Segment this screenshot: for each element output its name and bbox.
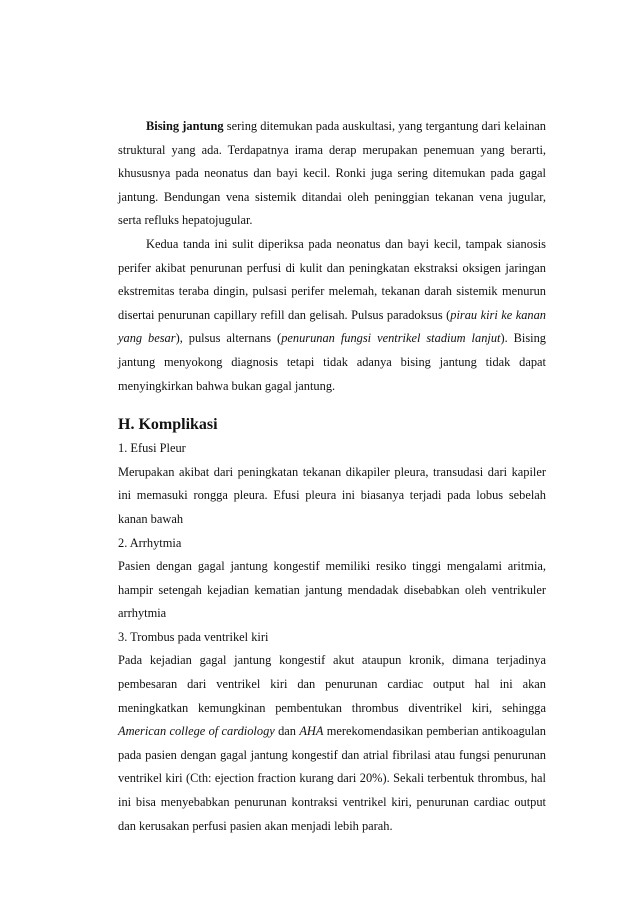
paragraph-text: dan: [274, 724, 300, 739]
italic-term: penurunan fungsi ventrikel stadium lanjut: [281, 331, 501, 346]
paragraph-kedua-tanda: [118, 233, 546, 398]
subheading-efusi-pleur: 1. Efusi Pleur: [118, 441, 186, 456]
subheading-arrhytmia: 2. Arrhytmia: [118, 535, 182, 550]
bold-term-bising-jantung: Bising jantung: [146, 119, 224, 133]
paragraph-trombus: [118, 649, 546, 838]
paragraph-bising-jantung: [118, 115, 546, 233]
subheading-trombus: 3. Trombus pada ventrikel kiri: [118, 629, 269, 644]
italic-term: pirau kiri ke kanan yang besar: [118, 307, 547, 346]
paragraph-arrhytmia: Pasien dengan gagal jantung kongestif memiliki resiko tinggi mengalami aritmia, hampir setengah kejadian kematian jantung mendadak disebabkan oleh ventrikuler arrhytmia: [118, 559, 546, 621]
paragraph-text: sering ditemukan pada auskultasi, yang tergantung dari kelainan struktural yang ada. Terdapatnya irama derap merupakan penemuan yang berarti, khususnya pada neonatus dan bayi kecil. Ronki juga sering ditemukan pada gagal jantung. Bendungan vena sistemik ditandai oleh peninggian tekanan vena jugular, serta refluks hepatojugular.: [118, 119, 546, 228]
paragraph-text: merekomendasikan pemberian antikoagulan pada pasien dengan gagal jantung kongestif dan atrial fibrilasi atau fungsi penurunan ventrikel kiri (Cth: ejection fraction kurang dari 20%). Sekali terbentuk thrombus, hal ini bisa menyebabkan penurunan kontraksi ventrikel kiri, penurunan cardiac output dan kerusakan perfusi pasien akan menjadi lebih parah.: [118, 724, 546, 833]
spacer: [118, 398, 546, 413]
section-heading-komplikasi: H. Komplikasi: [118, 416, 218, 434]
italic-term: AHA: [299, 724, 324, 739]
italic-term: American college of cardiology: [118, 724, 275, 739]
paragraph-text: Pada kejadian gagal jantung kongestif akut ataupun kronik, dimana terjadinya pembesaran dari ventrikel kiri dan penurunan cardiac output hal ini akan meningkatkan kemungkinan pembentukan thrombus diventrikel kiri, sehingga: [118, 653, 546, 715]
paragraph-text: ), pulsus alternans (: [175, 331, 282, 346]
paragraph-text: ). Bising jantung menyokong diagnosis tetapi tidak adanya bising jantung tidak dapat menyingkirkan bahwa bukan gagal jantung.: [118, 331, 547, 393]
paragraph-text: Kedua tanda ini sulit diperiksa pada neonatus dan bayi kecil, tampak sianosis perifer akibat penurunan perfusi di kulit dan peningkatan ekstraksi oksigen jaringan ekstremitas teraba dingin, pulsasi perifer melemah, tekanan darah sistemik menurun disertai penurunan capillary refill dan gelisah. Pulsus paradoksus (: [118, 236, 546, 322]
document-page: [118, 115, 546, 838]
paragraph-efusi-pleur: Merupakan akibat dari peningkatan tekanan dikapiler pleura, transudasi dari kapiler ini memasuki rongga pleura. Efusi pleura ini biasanya terjadi pada lobus sebelah kanan bawah: [118, 464, 546, 526]
